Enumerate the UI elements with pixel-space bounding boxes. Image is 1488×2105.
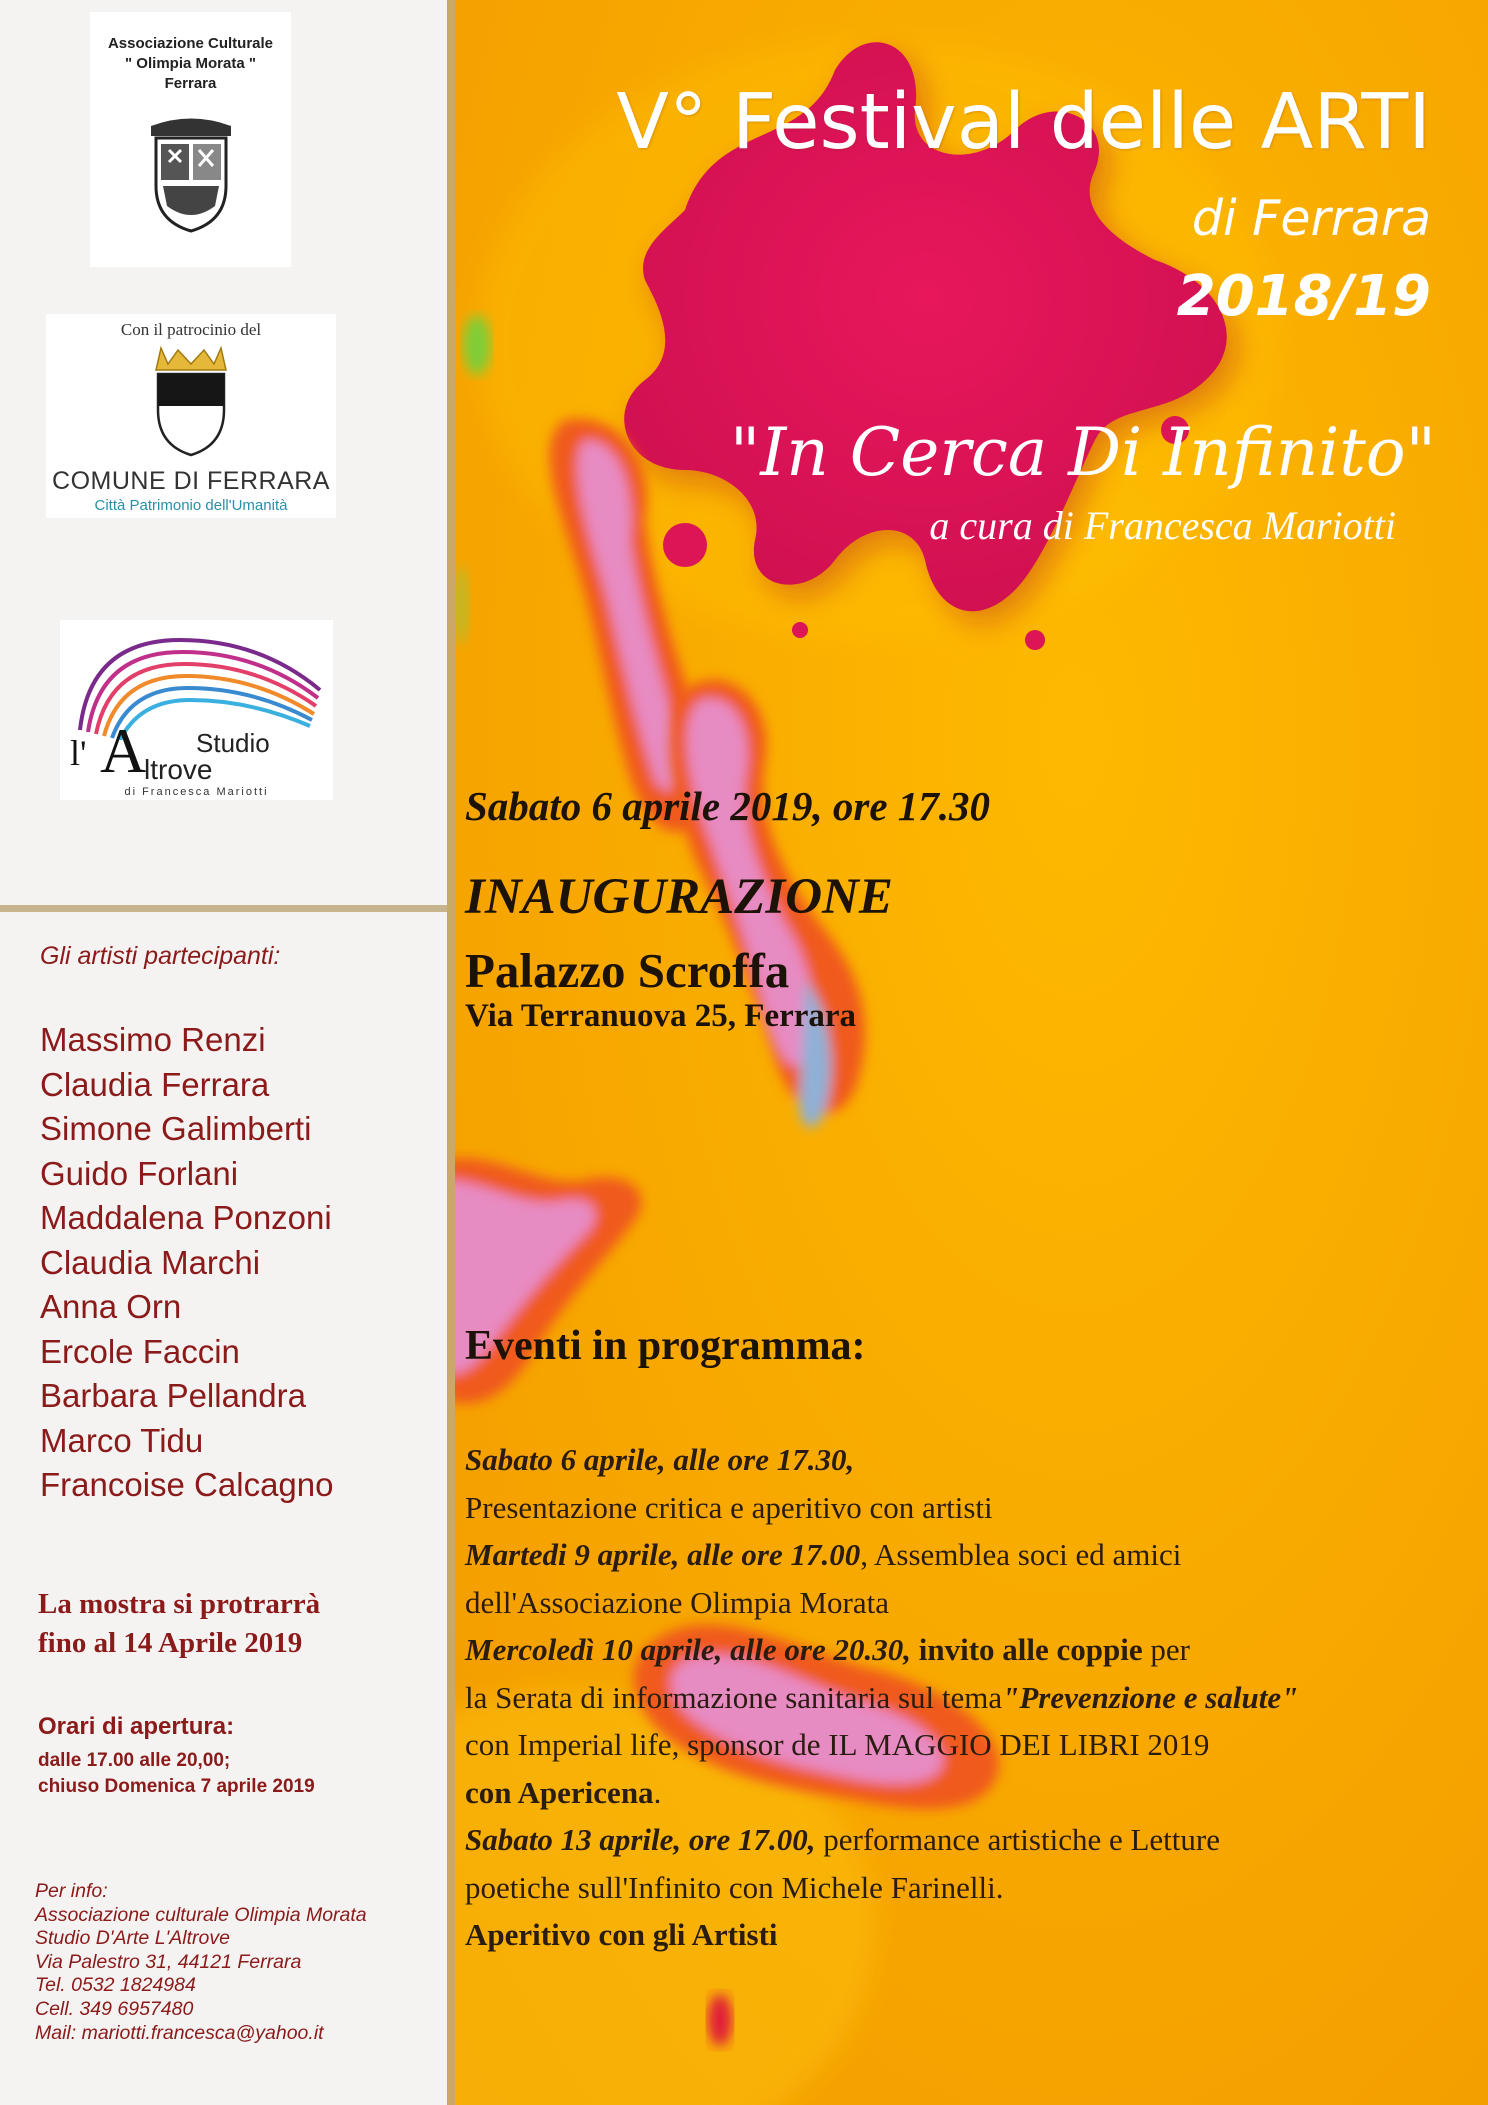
event-description: dell'Associazione Olimpia Morata <box>465 1584 889 1620</box>
artist-name: Guido Forlani <box>40 1154 239 1192</box>
festival-title: V° Festival delle ARTI <box>616 78 1431 167</box>
info-email[interactable]: Mail: mariotti.francesca@yahoo.it <box>35 2021 324 2044</box>
logo-ltrove-word: ltrove <box>144 754 213 785</box>
artist-name: Marco Tidu <box>40 1421 204 1459</box>
event-description: poetiche sull'Infinito con Michele Farinelli. <box>465 1869 1004 1905</box>
comune-name: COMUNE DI FERRARA <box>52 467 330 495</box>
artist-name: Claudia Marchi <box>40 1243 261 1281</box>
festival-year: 2018/19 <box>1176 264 1431 329</box>
artists-list <box>40 1018 334 1508</box>
venue-name: Palazzo Scroffa <box>465 943 790 998</box>
info-line: Via Palestro 31, 44121 Ferrara <box>35 1950 302 1973</box>
artist-name: Claudia Ferrara <box>40 1065 270 1103</box>
venue-address: Via Terranuova 25, Ferrara <box>465 998 857 1034</box>
mostra-line: La mostra si protrarrà <box>38 1588 321 1620</box>
comune-subtitle: Città Patrimonio dell'Umanità <box>94 497 288 514</box>
contact-info <box>35 1880 367 2045</box>
logo-subtitle: di Francesca Mariotti <box>124 786 269 798</box>
gold-divider-vertical <box>447 0 455 2105</box>
event-description: , Assemblea soci ed amici <box>860 1537 1182 1572</box>
events-heading: Eventi in programma: <box>465 1323 866 1369</box>
event-line <box>465 1626 1298 1674</box>
event-apericena: con Apericena <box>465 1774 654 1810</box>
event-line <box>465 1674 1298 1722</box>
info-line: Associazione culturale Olimpia Morata <box>35 1903 367 1926</box>
event-aperitivo: Aperitivo con gli Artisti <box>465 1917 778 1952</box>
studio-altrove-logo <box>60 620 333 800</box>
event-line <box>465 1436 1298 1484</box>
event-line <box>465 1531 1298 1579</box>
patrocinio-text: Con il patrocinio del <box>120 320 262 339</box>
coat-of-arms-icon <box>141 106 241 236</box>
artist-name: Francoise Calcagno <box>40 1466 334 1503</box>
event-line <box>465 1816 1298 1864</box>
event-description: per <box>1142 1632 1190 1667</box>
logo-big-a: A <box>100 715 147 786</box>
artist-name: Anna Orn <box>40 1288 182 1325</box>
event-description: Presentazione critica e aperitivo con artisti <box>465 1489 993 1525</box>
orari-line: chiuso Domenica 7 aprile 2019 <box>38 1776 315 1797</box>
event-line <box>465 1721 1298 1769</box>
artists-heading: Gli artisti partecipanti: <box>40 942 281 970</box>
artist-name: Simone Galimberti <box>40 1110 312 1147</box>
mostra-line: fino al 14 Aprile 2019 <box>38 1627 303 1659</box>
event-description: performance artistiche e Letture <box>815 1822 1220 1857</box>
event-theme: "Prevenzione e salute" <box>1002 1679 1299 1715</box>
event-description: la Serata di informazione sanitaria sul tema <box>465 1679 1003 1715</box>
logo-studio-word: Studio <box>196 728 270 758</box>
event-line <box>465 1484 1298 1532</box>
artist-name: Massimo Renzi <box>40 1021 266 1058</box>
artist-name: Barbara Pellandra <box>40 1377 306 1414</box>
event-line <box>465 1579 1298 1627</box>
event-date: Sabato 13 aprile, ore 17.00, <box>465 1822 816 1857</box>
event-date: Mercoledì 10 aprile, alle ore 20.30, <box>465 1632 911 1667</box>
association-logo-line2: " Olimpia Morata " <box>125 55 256 72</box>
event-line <box>465 1911 1298 1959</box>
curator-credit: a cura di Francesca Mariotti <box>929 503 1396 548</box>
info-line: Cell. 349 6957480 <box>35 1997 194 2020</box>
comune-shield-icon <box>146 340 236 460</box>
artist-name: Ercole Faccin <box>40 1332 240 1370</box>
association-logo-line3: Ferrara <box>164 75 217 92</box>
event-line <box>465 1769 1298 1817</box>
opening-hours-heading: Orari di apertura: <box>38 1713 235 1740</box>
events-list <box>465 1436 1298 1959</box>
association-logo-line1: Associazione Culturale <box>107 35 274 52</box>
info-line: Per info: <box>35 1880 108 1902</box>
logo-l-apostrophe: l' <box>70 733 87 773</box>
opening-hours <box>38 1748 315 1800</box>
association-logo <box>90 12 291 267</box>
event-invite: invito alle coppie <box>911 1632 1143 1667</box>
event-description: con Imperial life, sponsor de IL MAGGIO DEI LIBRI 2019 <box>465 1727 1210 1762</box>
info-line: Tel. 0532 1824984 <box>35 1974 196 1997</box>
exhibition-tagline: "In Cerca Di Infinito" <box>729 414 1436 491</box>
info-line: Studio D'Arte L'Altrove <box>35 1927 230 1950</box>
comune-logo <box>46 314 336 518</box>
gold-divider-horizontal <box>0 905 447 912</box>
inauguration-label: INAUGURAZIONE <box>465 869 893 925</box>
event-description: . <box>653 1774 662 1810</box>
orari-line: dalle 17.00 alle 20,00; <box>38 1750 231 1771</box>
event-date: Sabato 6 aprile, alle ore 17.30, <box>465 1442 855 1477</box>
festival-city: di Ferrara <box>1191 190 1431 247</box>
event-line <box>465 1864 1298 1912</box>
event-date: Martedi 9 aprile, alle ore 17.00 <box>465 1537 861 1572</box>
artist-name: Maddalena Ponzoni <box>40 1199 332 1236</box>
inauguration-date: Sabato 6 aprile 2019, ore 17.30 <box>465 783 991 829</box>
exhibition-duration <box>38 1585 320 1663</box>
